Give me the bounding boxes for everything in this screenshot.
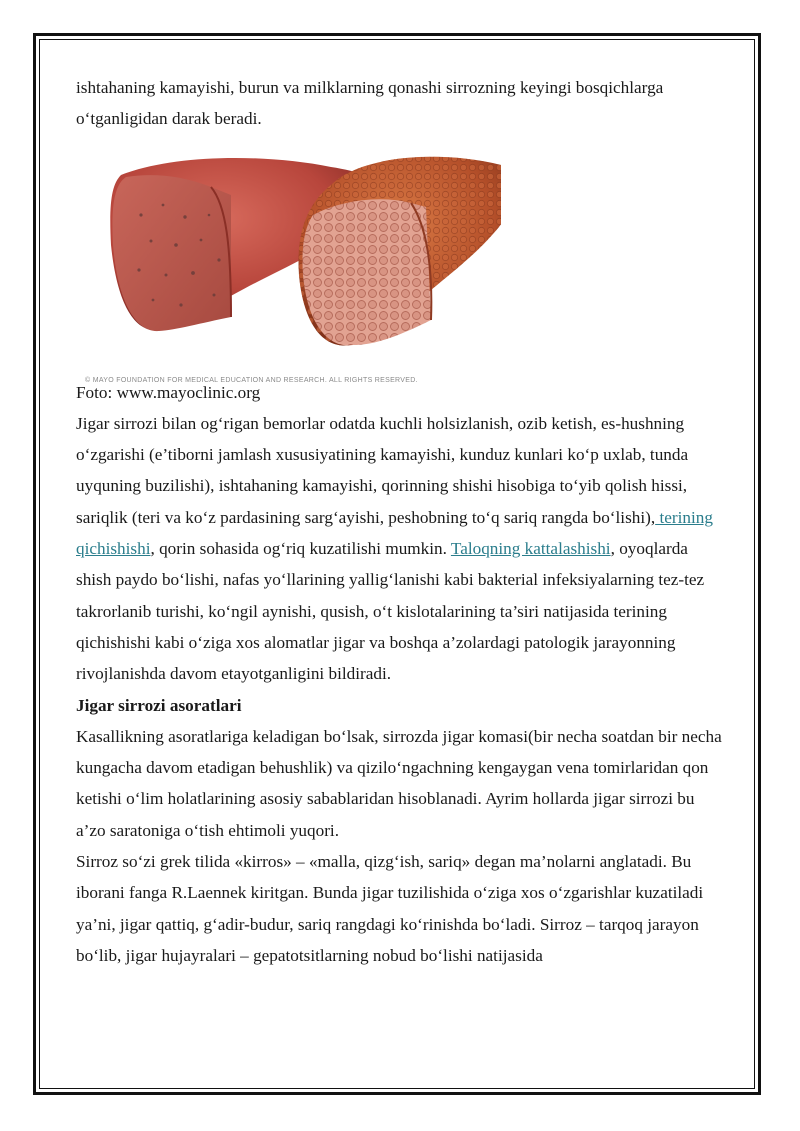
paragraph-etymology: Sirroz so‘zi grek tilida «kirros» – «malla, qizg‘ish, sariq» degan ma’nolarni anglatadi. Bu iborani fanga R.Laennek kiritgan. Bunda jigar tuzilishida o‘ziga xos o‘zgarishlar kuzatiladi ya’ni, jigar qattiq, g‘adir-budur, sariq rangdagi ko‘rinishda bo‘ladi. Sirroz – tarqoq jarayon bo‘lib, jigar hujayralari – gepatotsitlarning nobud bo‘lishi natijasida xyxy=(76,852,704,965)
symptoms-text-3: , oyoqlarda shish paydo bo‘lishi, nafas yo‘llarining yallig‘lanishi kabi bakterial infeksiyalarning tez-tez takrorlanib turishi, ko‘ngil aynishi, qusish, o‘t kislotalarining ta’siri natijasida terining qichishishi kabi o‘ziga xos alomatlar jigar va boshqa a’zolardagi patologik jarayonning rivojlanishda davom etayotganligini bildiradi. xyxy=(76,539,705,684)
paragraph-intro: ishtahaning kamayishi, burun va milklarning qonashi sirrozning keyingi bosqichlarga o‘tganligidan darak beradi. xyxy=(76,78,664,129)
link-spleen-enlargement[interactable]: Taloqning kattalashishi xyxy=(450,539,611,559)
symptoms-text-1: Jigar sirrozi bilan og‘rigan bemorlar odatda kuchli holsizlanish, ozib ketish, es-hushning o‘zgarishi (e’tiborni jamlash xususiyatining kamayishi, kunduz kunlari ko‘p uxlab, tunda uyquning buzilishi), ishtahaning kamayishi, qorinning shishi hisobiga to‘yib qolish hissi, sariqlik (teri va ko‘z pardasining sarg‘ayishi, peshobning to‘q sariq rangda bo‘lishi), xyxy=(76,413,689,527)
image-copyright: © MAYO FOUNDATION FOR MEDICAL EDUCATION AND RESEARCH. ALL RIGHTS RESERVED. xyxy=(85,376,418,384)
image-caption: Foto: www.mayoclinic.org xyxy=(76,382,261,402)
link-skin-itching[interactable]: terining qichishishi xyxy=(76,507,713,559)
paragraph-symptoms xyxy=(76,408,726,690)
document-body xyxy=(76,72,726,971)
symptoms-text-2: , qorin sohasida og‘riq kuzatilishi mumkin. xyxy=(150,539,451,559)
section-heading: Jigar sirrozi asoratlari xyxy=(76,695,242,715)
paragraph-complications: Kasallikning asoratlariga keladigan bo‘lsak, sirrozda jigar komasi(bir necha soatdan bir necha kungacha davom etadigan behushlik) va qizilo‘ngachning kengaygan vena tomirlaridan qon ketishi o‘lim holatlarining asosiy sabablaridan hisoblanadi. Ayrim hollarda jigar sirrozi bu a’zo saratoniga o‘tish ehtimoli yuqori. xyxy=(76,726,722,840)
liver-comparison-image xyxy=(81,145,501,384)
liver-illustration xyxy=(81,145,501,365)
